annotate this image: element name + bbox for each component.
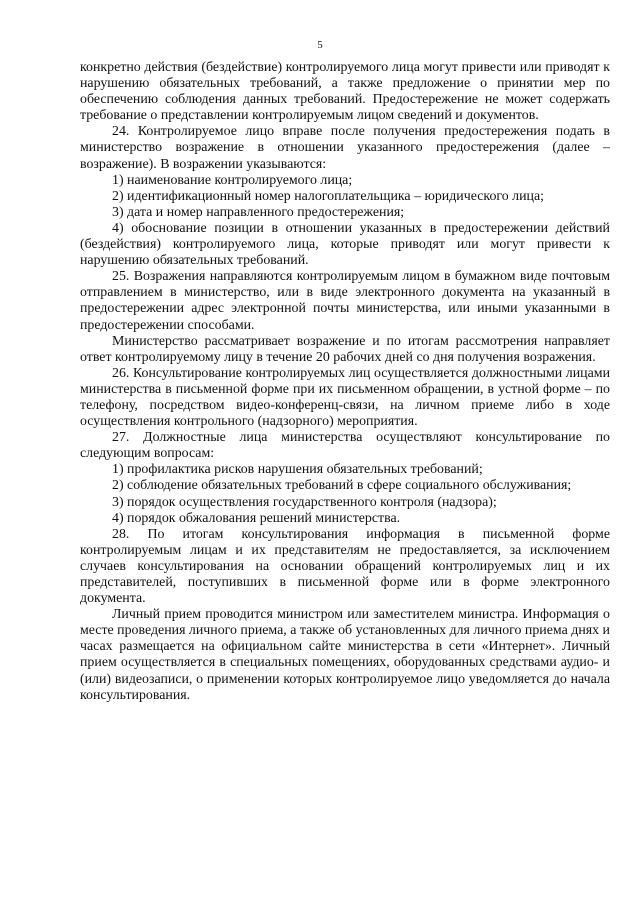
paragraph-24: 24. Контролируемое лицо вправе после получения предостережения подать в министерство возражение в отношении указанного предостережения (далее – возражение). В возражении указываются:	[80, 124, 610, 172]
document-body	[80, 60, 610, 704]
list-item: 1) профилактика рисков нарушения обязательных требований;	[112, 462, 483, 478]
list-item: 3) дата и номер направленного предостережения;	[112, 204, 405, 220]
page-number: 5	[317, 39, 323, 51]
paragraph: Министерство рассматривает возражение и по итогам рассмотрения направляет ответ контролируемому лицу в течение 20 рабочих дней со дня получения возражения.	[80, 333, 610, 365]
paragraph: Личный прием проводится министром или заместителем министра. Информация о месте проведения личного приема, а также об установленных для личного приема днях и часах размещается на официальном сайте министерства в сети «Интернет». Личный прием осуществляется в специальных помещениях, оборудованных средствами аудио- и (или) видеозаписи, о применении которых контролируемое лицо уведомляется до начала консультирования.	[80, 607, 610, 703]
paragraph-continuation: конкретно действия (бездействие) контролируемого лица могут привести или приводят к нарушению обязательных требований, а также предложение о принятии мер по обеспечению соблюдения данных требований. Предостережение не может содержать требование о представлении контролируемым лицом сведений и документов.	[80, 60, 610, 124]
paragraph-25: 25. Возражения направляются контролируемым лицом в бумажном виде почтовым отправлением в министерство, или в виде электронного документа на указанный в предостережении адрес электронной почты министерства, или иными указанными в предостережении способами.	[80, 269, 610, 333]
list-item: 3) порядок осуществления государственного контроля (надзора);	[112, 494, 497, 510]
list-item: 4) обоснование позиции в отношении указанных в предостережении действий (бездействия) контролируемого лица, которые приводят или могут привести к нарушению обязательных требований.	[80, 220, 610, 269]
paragraph-28: 28. По итогам консультирования информация в письменной форме контролируемым лицам и их представителям не предоставляется, за исключением случаев консультирования на основании обращений контролируемых лиц и их представителей, поступивших в письменной форме или в форме электронного документа.	[80, 526, 610, 607]
list-item: 4) порядок обжалования решений министерства.	[112, 510, 401, 526]
paragraph-27: 27. Должностные лица министерства осуществляют консультирование по следующим вопросам:	[80, 430, 610, 462]
list-item: 1) наименование контролируемого лица;	[112, 172, 353, 188]
list-item: 2) соблюдение обязательных требований в сфере социального обслуживания;	[112, 478, 572, 494]
paragraph-26: 26. Консультирование контролируемых лиц осуществляется должностными лицами министерства в письменной форме при их письменном обращении, в устной форме – по телефону, посредством видео-конференц-связи, на личном приеме либо в ходе осуществления контрольного (надзорного) мероприятия.	[80, 365, 610, 430]
list-item: 2) идентификационный номер налогоплательщика – юридического лица;	[112, 188, 544, 204]
